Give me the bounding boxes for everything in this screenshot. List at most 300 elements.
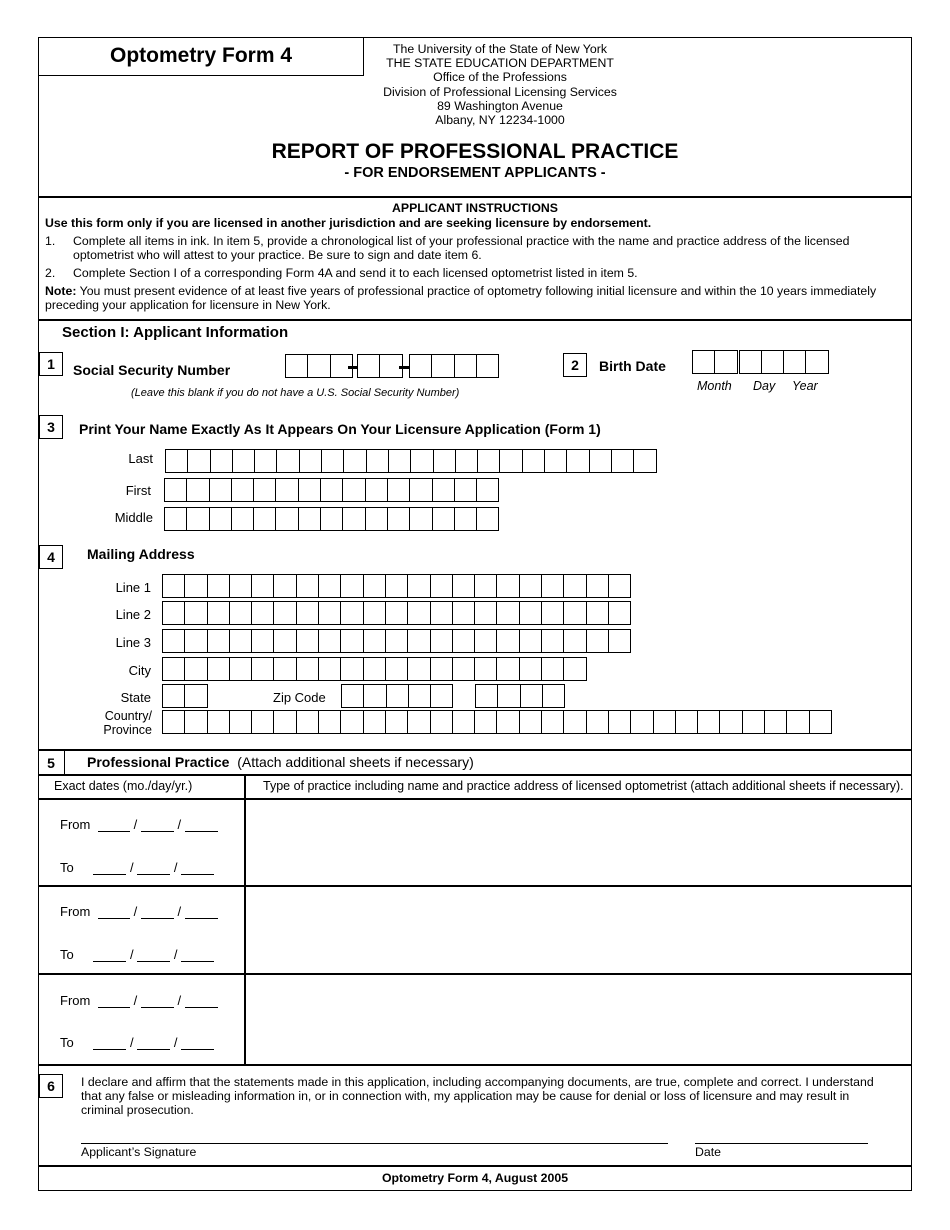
character-cell[interactable] <box>363 657 386 681</box>
character-cell[interactable] <box>320 507 343 531</box>
character-cell[interactable] <box>386 684 409 708</box>
character-cell[interactable] <box>519 629 542 653</box>
character-cell[interactable] <box>455 449 478 473</box>
agency-line: The University of the State of New York <box>393 42 607 56</box>
character-cell[interactable] <box>742 710 765 734</box>
agency-line: 89 Washington Avenue <box>437 98 563 113</box>
date-slash: / <box>129 860 134 875</box>
character-cell[interactable] <box>496 601 519 625</box>
ssn-input-part1[interactable] <box>285 354 353 378</box>
character-cell[interactable] <box>184 629 207 653</box>
character-cell[interactable] <box>273 657 296 681</box>
character-cell[interactable] <box>231 507 254 531</box>
character-cell[interactable] <box>363 574 386 598</box>
from-label: From <box>60 904 91 919</box>
name-heading: Print Your Name Exactly As It Appears On Your Licensure Application (Form 1) <box>79 421 601 437</box>
zip-label: Zip Code <box>273 690 326 705</box>
agency-block <box>365 42 635 127</box>
character-cell[interactable] <box>586 710 609 734</box>
character-cell[interactable] <box>385 574 408 598</box>
character-cell[interactable] <box>519 574 542 598</box>
character-cell[interactable] <box>432 478 455 502</box>
character-cell[interactable] <box>165 449 188 473</box>
character-cell[interactable] <box>164 507 187 531</box>
day-label: Day <box>753 379 776 393</box>
character-cell[interactable] <box>341 684 364 708</box>
character-cell[interactable] <box>275 507 298 531</box>
character-cell[interactable] <box>210 449 233 473</box>
state-label: State <box>120 690 151 705</box>
character-cell[interactable] <box>586 629 609 653</box>
character-cell[interactable] <box>273 710 296 734</box>
character-cell[interactable] <box>276 449 299 473</box>
instructions-heading: APPLICANT INSTRUCTIONS <box>391 201 558 215</box>
character-cell[interactable] <box>321 449 344 473</box>
from-label: From <box>60 993 91 1008</box>
type-column-header: Type of practice including name and practice address of licensed optometrist (attach additional sheets if necessary). <box>263 779 904 793</box>
character-cell[interactable] <box>541 710 564 734</box>
character-cell[interactable] <box>452 657 475 681</box>
state-input[interactable] <box>162 684 208 708</box>
character-cell[interactable] <box>608 710 631 734</box>
character-cell[interactable] <box>719 710 742 734</box>
month-label: Month <box>697 379 732 393</box>
character-cell[interactable] <box>474 574 497 598</box>
character-cell[interactable] <box>630 710 653 734</box>
character-cell[interactable] <box>563 710 586 734</box>
note-text: You must present evidence of at least five years of professional practice of optometry following initial licensure and within the 10 years immediately <box>76 284 877 298</box>
character-cell[interactable] <box>296 601 319 625</box>
item-number-2: 2 <box>563 353 587 377</box>
address-line3-label: Line 3 <box>115 635 151 650</box>
character-cell[interactable] <box>407 710 430 734</box>
practice-row-1-from[interactable] <box>60 817 218 832</box>
character-cell[interactable] <box>162 684 185 708</box>
address-line2-label: Line 2 <box>115 607 151 622</box>
last-name-label: Last <box>128 451 153 466</box>
practice-row-3-from[interactable] <box>60 993 218 1008</box>
character-cell[interactable] <box>563 657 586 681</box>
address-line1-label: Line 1 <box>115 580 151 595</box>
zip-input-part1[interactable] <box>341 684 453 708</box>
date-line[interactable] <box>695 1143 868 1144</box>
character-cell[interactable] <box>340 601 363 625</box>
character-cell[interactable] <box>251 629 274 653</box>
ssn-dash <box>348 366 357 369</box>
date-slash: / <box>177 904 182 919</box>
character-cell[interactable] <box>273 629 296 653</box>
instruction-1-line2: optometrist who will attest to your practice. Be sure to sign and date item 6. <box>73 248 482 262</box>
practice-row-1-description[interactable] <box>246 800 910 885</box>
date-slash: / <box>129 947 134 962</box>
item-number-1: 1 <box>39 352 63 376</box>
agency-line: THE STATE EDUCATION DEPARTMENT <box>386 56 614 71</box>
declaration-line1: I declare and affirm that the statements made in this application, including accompanying documents, are true, complete and correct. I understand <box>81 1075 874 1089</box>
character-cell[interactable] <box>254 449 277 473</box>
zip-input-part2[interactable] <box>475 684 565 708</box>
instruction-note <box>45 284 876 298</box>
date-slash: / <box>177 993 182 1008</box>
character-cell[interactable] <box>385 629 408 653</box>
character-cell[interactable] <box>340 710 363 734</box>
character-cell[interactable] <box>496 657 519 681</box>
character-cell[interactable] <box>184 657 207 681</box>
city-input[interactable] <box>162 657 587 681</box>
character-cell[interactable] <box>409 507 432 531</box>
agency-line: Division of Professional Licensing Services <box>383 84 617 99</box>
instruction-2: Complete Section I of a corresponding Form 4A and send it to each licensed optometrist listed in item 5. <box>73 266 638 280</box>
practice-row-3-description[interactable] <box>246 975 910 1064</box>
character-cell[interactable] <box>162 574 185 598</box>
character-cell[interactable] <box>365 507 388 531</box>
character-cell[interactable] <box>318 657 341 681</box>
character-cell[interactable] <box>184 601 207 625</box>
signature-label: Applicant’s Signature <box>81 1145 197 1159</box>
character-cell[interactable] <box>589 449 612 473</box>
item-number-4: 4 <box>39 545 63 569</box>
character-cell[interactable] <box>387 507 410 531</box>
character-cell[interactable] <box>253 478 276 502</box>
character-cell[interactable] <box>407 657 430 681</box>
character-cell[interactable] <box>207 601 230 625</box>
instruction-number: 2. <box>45 266 56 280</box>
character-cell[interactable] <box>363 684 386 708</box>
character-cell[interactable] <box>408 684 431 708</box>
character-cell[interactable] <box>496 629 519 653</box>
first-name-label: First <box>125 483 151 498</box>
character-cell[interactable] <box>431 354 454 378</box>
instructions-intro: Use this form only if you are licensed in another jurisdiction and are seeking licensure by endorsement. <box>45 216 652 230</box>
country-label-line2: Province <box>103 723 152 737</box>
character-cell[interactable] <box>432 507 455 531</box>
character-cell[interactable] <box>285 354 308 378</box>
divider <box>38 1165 912 1167</box>
instruction-note-line2: preceding your application for licensure in New York. <box>45 298 331 312</box>
character-cell[interactable] <box>476 354 499 378</box>
character-cell[interactable] <box>520 684 543 708</box>
character-cell[interactable] <box>454 478 477 502</box>
character-cell[interactable] <box>786 710 809 734</box>
character-cell[interactable] <box>184 684 207 708</box>
character-cell[interactable] <box>805 350 828 374</box>
character-cell[interactable] <box>519 657 542 681</box>
from-label: From <box>60 817 91 832</box>
first-name-input[interactable] <box>164 478 499 502</box>
character-cell[interactable] <box>209 478 232 502</box>
character-cell[interactable] <box>342 507 365 531</box>
character-cell[interactable] <box>299 449 322 473</box>
character-cell[interactable] <box>739 350 762 374</box>
character-cell[interactable] <box>563 601 586 625</box>
character-cell[interactable] <box>611 449 634 473</box>
character-cell[interactable] <box>542 684 565 708</box>
character-cell[interactable] <box>251 574 274 598</box>
character-cell[interactable] <box>253 507 276 531</box>
mailing-address-label: Mailing Address <box>87 546 195 562</box>
practice-row-1-to[interactable] <box>60 860 214 875</box>
character-cell[interactable] <box>519 601 542 625</box>
ssn-label: Social Security Number <box>73 362 231 378</box>
character-cell[interactable] <box>430 574 453 598</box>
address-line2-input[interactable] <box>162 601 631 625</box>
character-cell[interactable] <box>186 507 209 531</box>
country-input[interactable] <box>162 710 832 734</box>
last-name-input[interactable] <box>165 449 657 473</box>
character-cell[interactable] <box>783 350 806 374</box>
character-cell[interactable] <box>452 601 475 625</box>
character-cell[interactable] <box>586 601 609 625</box>
character-cell[interactable] <box>430 684 453 708</box>
country-label <box>90 709 152 737</box>
instruction-1-line1: Complete all items in ink. In item 5, provide a chronological list of your professional practice with the name and practice address of the licensed <box>73 234 850 248</box>
character-cell[interactable] <box>566 449 589 473</box>
character-cell[interactable] <box>496 574 519 598</box>
character-cell[interactable] <box>409 354 432 378</box>
character-cell[interactable] <box>318 601 341 625</box>
signature-line[interactable] <box>81 1143 668 1144</box>
character-cell[interactable] <box>342 478 365 502</box>
character-cell[interactable] <box>162 657 185 681</box>
date-slash: / <box>133 817 138 832</box>
character-cell[interactable] <box>474 629 497 653</box>
character-cell[interactable] <box>318 574 341 598</box>
birth-day-input[interactable] <box>739 350 785 374</box>
character-cell[interactable] <box>187 449 210 473</box>
character-cell[interactable] <box>229 710 252 734</box>
date-slash: / <box>173 860 178 875</box>
character-cell[interactable] <box>385 657 408 681</box>
agency-line: Office of the Professions <box>433 70 567 85</box>
birth-year-input[interactable] <box>783 350 829 374</box>
character-cell[interactable] <box>430 601 453 625</box>
item-number-6: 6 <box>39 1074 63 1098</box>
character-cell[interactable] <box>519 710 542 734</box>
practice-label: Professional Practice <box>87 754 230 770</box>
date-slash: / <box>173 947 178 962</box>
character-cell[interactable] <box>340 657 363 681</box>
form-title: Optometry Form 4 <box>109 44 293 67</box>
character-cell[interactable] <box>697 710 720 734</box>
character-cell[interactable] <box>477 449 500 473</box>
dates-column-header: Exact dates (mo./day/yr.) <box>54 779 193 793</box>
character-cell[interactable] <box>209 507 232 531</box>
character-cell[interactable] <box>454 354 477 378</box>
character-cell[interactable] <box>229 657 252 681</box>
character-cell[interactable] <box>186 478 209 502</box>
divider <box>38 319 912 321</box>
character-cell[interactable] <box>430 629 453 653</box>
character-cell[interactable] <box>363 601 386 625</box>
character-cell[interactable] <box>541 574 564 598</box>
character-cell[interactable] <box>407 629 430 653</box>
character-cell[interactable] <box>307 354 330 378</box>
section-title: Section I: Applicant Information <box>62 324 289 341</box>
divider <box>38 774 912 776</box>
date-slash: / <box>133 993 138 1008</box>
character-cell[interactable] <box>162 601 185 625</box>
character-cell[interactable] <box>409 478 432 502</box>
date-label: Date <box>695 1145 721 1159</box>
character-cell[interactable] <box>296 710 319 734</box>
report-subtitle: - FOR ENDORSEMENT APPLICANTS - <box>344 165 606 181</box>
practice-row-2-description[interactable] <box>246 887 910 973</box>
character-cell[interactable] <box>633 449 656 473</box>
character-cell[interactable] <box>474 657 497 681</box>
divider <box>38 1064 912 1066</box>
character-cell[interactable] <box>318 629 341 653</box>
character-cell[interactable] <box>764 710 787 734</box>
character-cell[interactable] <box>298 507 321 531</box>
character-cell[interactable] <box>454 507 477 531</box>
character-cell[interactable] <box>541 657 564 681</box>
character-cell[interactable] <box>296 574 319 598</box>
to-label: To <box>60 1035 74 1050</box>
character-cell[interactable] <box>475 684 498 708</box>
character-cell[interactable] <box>476 507 499 531</box>
birth-month-input[interactable] <box>692 350 738 374</box>
practice-row-2-from[interactable] <box>60 904 218 919</box>
character-cell[interactable] <box>251 657 274 681</box>
character-cell[interactable] <box>318 710 341 734</box>
character-cell[interactable] <box>162 629 185 653</box>
character-cell[interactable] <box>232 449 255 473</box>
practice-row-3-to[interactable] <box>60 1035 214 1050</box>
character-cell[interactable] <box>340 574 363 598</box>
note-label: Note: <box>45 284 77 298</box>
ssn-input-part3[interactable] <box>409 354 499 378</box>
character-cell[interactable] <box>586 574 609 598</box>
divider <box>38 749 912 751</box>
character-cell[interactable] <box>714 350 737 374</box>
practice-note: (Attach additional sheets if necessary) <box>237 754 474 770</box>
character-cell[interactable] <box>563 629 586 653</box>
character-cell[interactable] <box>340 629 363 653</box>
character-cell[interactable] <box>410 449 433 473</box>
character-cell[interactable] <box>385 601 408 625</box>
character-cell[interactable] <box>809 710 832 734</box>
character-cell[interactable] <box>207 629 230 653</box>
character-cell[interactable] <box>476 478 499 502</box>
character-cell[interactable] <box>452 710 475 734</box>
character-cell[interactable] <box>761 350 784 374</box>
city-label: City <box>128 663 151 678</box>
item-number-3: 3 <box>39 415 63 439</box>
character-cell[interactable] <box>522 449 545 473</box>
declaration-line2: that any false or misleading information in, or in connection with, my application may be cause for denial or loss of licensure and may result in <box>81 1089 850 1103</box>
character-cell[interactable] <box>452 629 475 653</box>
character-cell[interactable] <box>296 629 319 653</box>
character-cell[interactable] <box>366 449 389 473</box>
middle-name-label: Middle <box>114 510 153 525</box>
practice-heading <box>87 754 474 770</box>
birth-date-label: Birth Date <box>599 358 666 374</box>
character-cell[interactable] <box>541 601 564 625</box>
divider <box>38 196 912 198</box>
character-cell[interactable] <box>184 710 207 734</box>
character-cell[interactable] <box>162 710 185 734</box>
to-label: To <box>60 860 74 875</box>
character-cell[interactable] <box>251 601 274 625</box>
item-number-5: 5 <box>47 755 55 771</box>
practice-row-2-to[interactable] <box>60 947 214 962</box>
year-label: Year <box>792 379 818 393</box>
date-slash: / <box>173 1035 178 1050</box>
instruction-number: 1. <box>45 234 56 248</box>
character-cell[interactable] <box>692 350 715 374</box>
character-cell[interactable] <box>343 449 366 473</box>
address-line3-input[interactable] <box>162 629 631 653</box>
country-label-line1: Country/ <box>104 709 152 723</box>
declaration-line3: criminal prosecution. <box>81 1103 194 1117</box>
character-cell[interactable] <box>251 710 274 734</box>
middle-name-input[interactable] <box>164 507 499 531</box>
character-cell[interactable] <box>474 710 497 734</box>
report-title: REPORT OF PROFESSIONAL PRACTICE <box>271 140 679 163</box>
character-cell[interactable] <box>229 574 252 598</box>
to-label: To <box>60 947 74 962</box>
character-cell[interactable] <box>164 478 187 502</box>
character-cell[interactable] <box>608 601 631 625</box>
character-cell[interactable] <box>365 478 388 502</box>
character-cell[interactable] <box>320 478 343 502</box>
form-footer: Optometry Form 4, August 2005 <box>381 1171 569 1185</box>
character-cell[interactable] <box>496 710 519 734</box>
character-cell[interactable] <box>296 657 319 681</box>
character-cell[interactable] <box>563 574 586 598</box>
character-cell[interactable] <box>388 449 411 473</box>
character-cell[interactable] <box>675 710 698 734</box>
character-cell[interactable] <box>273 601 296 625</box>
character-cell[interactable] <box>497 684 520 708</box>
character-cell[interactable] <box>273 574 296 598</box>
character-cell[interactable] <box>499 449 522 473</box>
character-cell[interactable] <box>430 710 453 734</box>
character-cell[interactable] <box>298 478 321 502</box>
character-cell[interactable] <box>474 601 497 625</box>
character-cell[interactable] <box>229 601 252 625</box>
character-cell[interactable] <box>608 574 631 598</box>
character-cell[interactable] <box>231 478 254 502</box>
character-cell[interactable] <box>452 574 475 598</box>
character-cell[interactable] <box>407 601 430 625</box>
character-cell[interactable] <box>207 710 230 734</box>
date-slash: / <box>133 904 138 919</box>
character-cell[interactable] <box>608 629 631 653</box>
character-cell[interactable] <box>363 629 386 653</box>
character-cell[interactable] <box>229 629 252 653</box>
character-cell[interactable] <box>275 478 298 502</box>
agency-line: Albany, NY 12234-1000 <box>435 113 565 128</box>
ssn-hint: (Leave this blank if you do not have a U.S. Social Security Number) <box>131 387 460 399</box>
character-cell[interactable] <box>207 657 230 681</box>
ssn-input-part2[interactable] <box>357 354 403 378</box>
character-cell[interactable] <box>207 574 230 598</box>
date-slash: / <box>129 1035 134 1050</box>
character-cell[interactable] <box>407 574 430 598</box>
character-cell[interactable] <box>385 710 408 734</box>
character-cell[interactable] <box>363 710 386 734</box>
character-cell[interactable] <box>387 478 410 502</box>
date-slash: / <box>177 817 182 832</box>
character-cell[interactable] <box>430 657 453 681</box>
character-cell[interactable] <box>184 574 207 598</box>
character-cell[interactable] <box>433 449 456 473</box>
character-cell[interactable] <box>357 354 380 378</box>
address-line1-input[interactable] <box>162 574 631 598</box>
character-cell[interactable] <box>541 629 564 653</box>
character-cell[interactable] <box>544 449 567 473</box>
character-cell[interactable] <box>653 710 676 734</box>
